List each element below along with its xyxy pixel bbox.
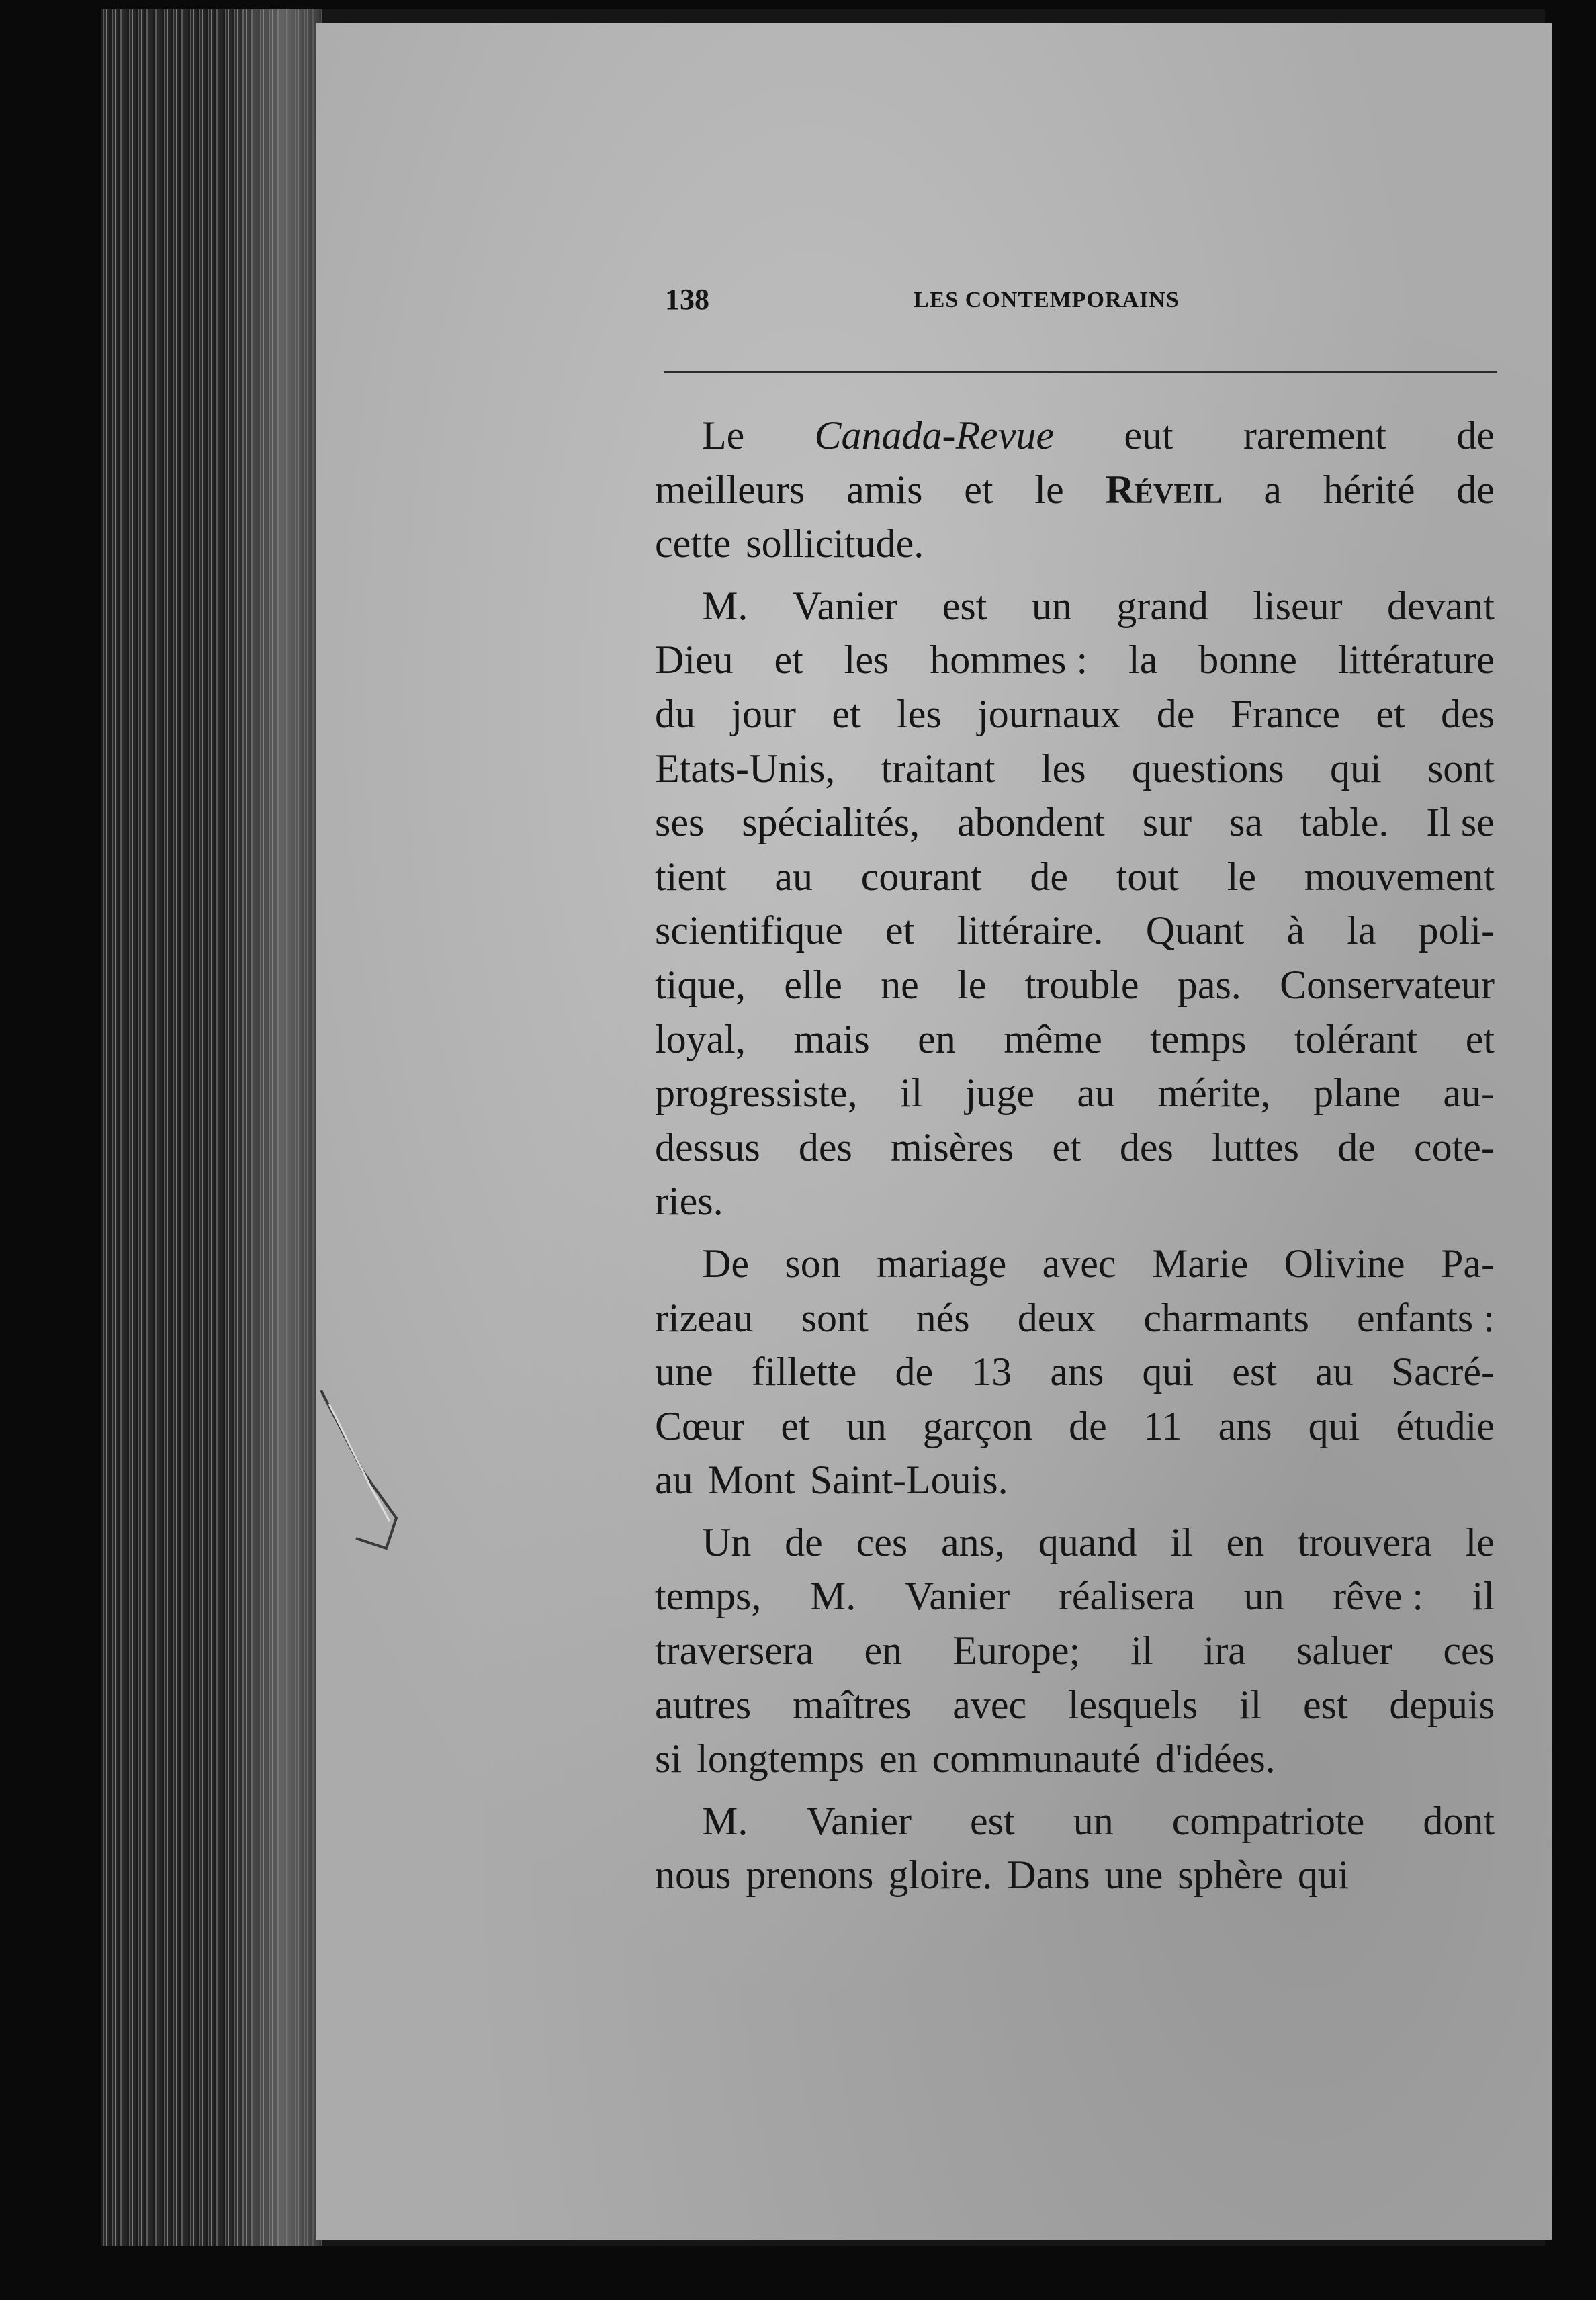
text-line <box>655 1453 1495 1507</box>
paragraph <box>655 408 1495 571</box>
word: ces <box>856 1519 908 1564</box>
word: littérature <box>1337 637 1495 682</box>
word: Dieu <box>655 637 734 682</box>
word: avec <box>1042 1241 1116 1286</box>
word: étudie <box>1396 1403 1495 1448</box>
word: meilleurs <box>655 467 805 512</box>
word: rêve : <box>1333 1574 1424 1619</box>
word: tique, <box>655 962 746 1007</box>
word: traversera <box>655 1628 814 1673</box>
word: au <box>655 1458 693 1503</box>
word: nés <box>916 1295 970 1340</box>
word: De <box>702 1241 749 1286</box>
word: qui <box>1329 746 1382 791</box>
word: Vanier <box>806 1798 912 1843</box>
word: ans, <box>941 1519 1006 1564</box>
word: de <box>1030 854 1068 899</box>
text-line <box>655 1624 1495 1678</box>
word: rizeau <box>655 1295 754 1340</box>
word: ces <box>1443 1628 1495 1673</box>
text-line <box>655 1678 1495 1732</box>
word: autres <box>655 1682 752 1727</box>
word: maîtres <box>792 1682 912 1727</box>
word: Un <box>702 1519 752 1564</box>
word: eut <box>1124 413 1173 457</box>
word: ries. <box>655 1179 723 1224</box>
word: Réveil <box>1105 467 1223 512</box>
word: Pa- <box>1440 1241 1495 1286</box>
word: un <box>1243 1574 1284 1619</box>
word: sa <box>1229 800 1263 845</box>
word: loyal, <box>655 1016 746 1061</box>
word: gloire. <box>888 1853 993 1898</box>
word: au <box>1315 1350 1354 1395</box>
word: prenons <box>746 1853 874 1898</box>
word: elle <box>784 962 842 1007</box>
paragraph <box>655 579 1495 1229</box>
word: et <box>781 1403 810 1448</box>
word: des <box>1119 1124 1173 1169</box>
text-line <box>655 687 1495 742</box>
text-line <box>655 1399 1495 1454</box>
word: France <box>1230 691 1340 736</box>
word: son <box>785 1241 841 1286</box>
word: et <box>1052 1124 1081 1169</box>
paragraph <box>655 1515 1495 1786</box>
word: et <box>832 691 861 736</box>
word: au- <box>1443 1071 1495 1116</box>
word: et <box>774 637 803 682</box>
word: de <box>1337 1124 1376 1169</box>
word: sphère <box>1178 1853 1283 1898</box>
word: temps <box>1150 1016 1247 1061</box>
word: trouble <box>1024 962 1139 1007</box>
word: est <box>1302 1682 1348 1727</box>
word: mariage <box>877 1241 1007 1286</box>
word: hérité <box>1323 467 1415 512</box>
text-line <box>655 850 1495 904</box>
word: au <box>774 854 813 899</box>
word: les <box>897 691 942 736</box>
word: M. <box>702 583 748 628</box>
word: plane <box>1313 1071 1401 1116</box>
text-line <box>655 903 1495 958</box>
word: juge <box>965 1071 1035 1116</box>
word: Etats-Unis, <box>655 746 836 791</box>
word: sur <box>1142 800 1192 845</box>
word: tolérant <box>1294 1016 1418 1061</box>
text-line <box>655 1345 1495 1399</box>
word: cette <box>655 521 732 566</box>
word: des <box>798 1124 852 1169</box>
word: Saint-Louis. <box>809 1458 1008 1503</box>
text-line <box>655 1794 1495 1849</box>
word: liseur <box>1253 583 1343 628</box>
word: pas. <box>1177 962 1241 1007</box>
word: sont <box>1427 746 1495 791</box>
word: jour <box>731 691 797 736</box>
paper-fold-mark <box>316 1384 410 1558</box>
page-number: 138 <box>665 283 709 316</box>
word: de <box>1456 467 1495 512</box>
paragraph-gap <box>655 1229 1495 1237</box>
word: la <box>1347 908 1376 953</box>
word: compatriote <box>1171 1798 1365 1843</box>
word: depuis <box>1389 1682 1495 1727</box>
word: tout <box>1116 854 1179 899</box>
text-line <box>655 517 1495 571</box>
page-edge-highlight <box>228 9 322 2246</box>
word: ne <box>881 962 919 1007</box>
word: M. <box>702 1798 748 1843</box>
text-line <box>655 1732 1495 1786</box>
text-line <box>655 633 1495 687</box>
word: Europe; <box>952 1628 1081 1673</box>
word: du <box>655 691 695 736</box>
word: traitant <box>881 746 995 791</box>
word: abondent <box>957 800 1105 845</box>
word: le <box>957 962 987 1007</box>
text-line <box>655 1066 1495 1120</box>
page-header <box>665 282 1498 329</box>
text-line <box>655 1291 1495 1345</box>
word: qui <box>1308 1403 1360 1448</box>
word: quand <box>1038 1519 1137 1564</box>
text-line <box>655 795 1495 850</box>
word: et <box>964 467 993 512</box>
word: nous <box>655 1853 732 1898</box>
word: communauté <box>932 1736 1141 1781</box>
word: grand <box>1116 583 1208 628</box>
word: amis <box>846 467 923 512</box>
word: luttes <box>1212 1124 1300 1169</box>
word: le <box>1034 467 1064 512</box>
word: fillette <box>751 1350 857 1395</box>
word: dont <box>1423 1798 1495 1843</box>
word: table. <box>1300 800 1389 845</box>
word: Quant <box>1145 908 1245 953</box>
word: les <box>1040 746 1086 791</box>
word: Olivine <box>1284 1241 1405 1286</box>
word: Dans <box>1007 1853 1090 1898</box>
word: littéraire. <box>957 908 1104 953</box>
text-line <box>655 1515 1495 1570</box>
word: progressiste, <box>655 1071 858 1116</box>
word: les <box>844 637 889 682</box>
word: à <box>1286 908 1305 953</box>
word: qui <box>1142 1350 1194 1395</box>
word: il <box>1239 1682 1262 1727</box>
word: même <box>1004 1016 1102 1061</box>
word: une <box>655 1350 713 1395</box>
word: il <box>1170 1519 1193 1564</box>
word: courant <box>860 854 982 899</box>
word: hommes : <box>930 637 1088 682</box>
word: en <box>879 1736 918 1781</box>
body-text <box>655 408 1495 1902</box>
word: Marie <box>1151 1241 1249 1286</box>
word: le <box>1227 854 1257 899</box>
word: au <box>1077 1071 1116 1116</box>
word: et <box>1376 691 1405 736</box>
word: est <box>1232 1350 1277 1395</box>
word: questions <box>1131 746 1284 791</box>
word: Conservateur <box>1280 962 1495 1007</box>
word: si <box>655 1736 682 1781</box>
word: mouvement <box>1304 854 1495 899</box>
word: sont <box>801 1295 869 1340</box>
word: d'idées. <box>1155 1736 1276 1781</box>
word: poli- <box>1418 908 1495 953</box>
word: est <box>970 1798 1015 1843</box>
word: cote- <box>1413 1124 1495 1169</box>
word: en <box>918 1016 956 1061</box>
word: tient <box>655 854 727 899</box>
word: journaux <box>977 691 1121 736</box>
word: est <box>942 583 987 628</box>
word: dessus <box>655 1124 760 1169</box>
word: mérite, <box>1157 1071 1271 1116</box>
word: deux <box>1017 1295 1096 1340</box>
word: sollicitude. <box>746 521 924 566</box>
text-line <box>655 579 1495 633</box>
word: mais <box>793 1016 870 1061</box>
word: Le <box>702 413 745 457</box>
text-line <box>655 958 1495 1012</box>
text-line <box>655 1848 1495 1902</box>
paragraph-gap <box>655 571 1495 579</box>
text-line <box>655 408 1495 463</box>
paragraph <box>655 1237 1495 1507</box>
text-line <box>655 463 1495 517</box>
word: Mont <box>707 1458 795 1503</box>
word: lesquels <box>1067 1682 1198 1727</box>
word: scientifique <box>655 908 843 953</box>
word: temps, <box>655 1574 762 1619</box>
word: charmants <box>1143 1295 1309 1340</box>
word: il <box>1130 1628 1153 1673</box>
word: rarement <box>1243 413 1387 457</box>
word: Canada-Revue <box>814 413 1055 457</box>
paragraph-gap <box>655 1507 1495 1515</box>
word: Sacré- <box>1391 1350 1495 1395</box>
word: M. <box>809 1574 856 1619</box>
text-line <box>655 742 1495 796</box>
word: longtemps <box>697 1736 865 1781</box>
running-title: LES CONTEMPORAINS <box>914 288 1180 312</box>
word: de <box>1156 691 1195 736</box>
word: 13 <box>971 1350 1012 1395</box>
word: bonne <box>1198 637 1297 682</box>
word: qui <box>1297 1853 1349 1898</box>
word: un <box>1031 583 1072 628</box>
word: Cœur <box>655 1403 745 1448</box>
word: la <box>1128 637 1158 682</box>
word: et <box>885 908 915 953</box>
text-line <box>655 1237 1495 1291</box>
word: il <box>1472 1574 1495 1619</box>
paragraph-gap <box>655 1786 1495 1794</box>
word: ans <box>1050 1350 1104 1395</box>
word: un <box>1073 1798 1114 1843</box>
text-line <box>655 1174 1495 1229</box>
word: de <box>1456 413 1495 457</box>
word: devant <box>1386 583 1495 628</box>
word: réalisera <box>1058 1574 1196 1619</box>
word: Vanier <box>904 1574 1010 1619</box>
word: de <box>895 1350 934 1395</box>
word: Vanier <box>792 583 898 628</box>
word: en <box>864 1628 903 1673</box>
header-rule <box>664 371 1497 373</box>
word: de <box>785 1519 823 1564</box>
word: saluer <box>1296 1628 1393 1673</box>
word: 11 <box>1143 1403 1182 1448</box>
word: ans <box>1218 1403 1272 1448</box>
word: ira <box>1203 1628 1246 1673</box>
word: trouvera <box>1297 1519 1432 1564</box>
word: de <box>1069 1403 1107 1448</box>
word: misères <box>890 1124 1014 1169</box>
text-line <box>655 1012 1495 1067</box>
word: ses <box>655 800 705 845</box>
word: avec <box>952 1682 1027 1727</box>
word: enfants : <box>1357 1295 1495 1340</box>
word: un <box>846 1403 887 1448</box>
word: en <box>1226 1519 1265 1564</box>
text-line <box>655 1569 1495 1624</box>
word: Il se <box>1426 800 1495 845</box>
word: il <box>900 1071 923 1116</box>
word: des <box>1440 691 1495 736</box>
word: garçon <box>922 1403 1033 1448</box>
word: et <box>1465 1016 1495 1061</box>
word: le <box>1465 1519 1495 1564</box>
word: une <box>1104 1853 1163 1898</box>
text-line <box>655 1120 1495 1175</box>
paragraph <box>655 1794 1495 1902</box>
word: a <box>1264 467 1282 512</box>
word: spécialités, <box>742 800 920 845</box>
